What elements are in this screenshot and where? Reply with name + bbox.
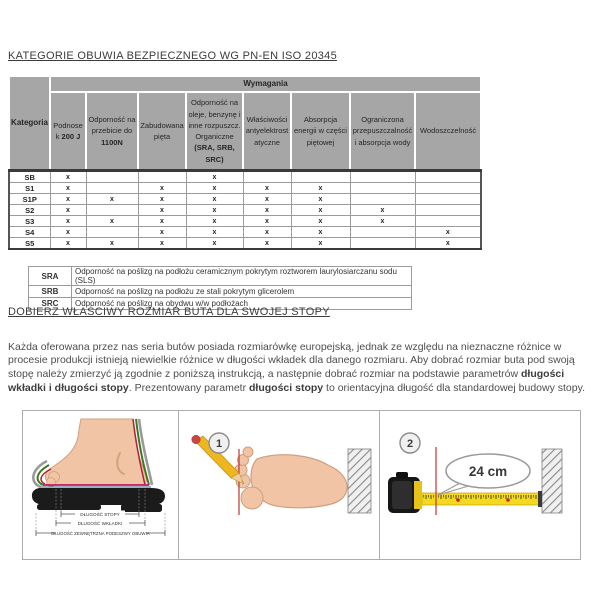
measuring-instruction-illustration bbox=[22, 410, 581, 560]
foot-sole-icon bbox=[251, 455, 347, 508]
column-header-antistatic: Właściwości antyelektrostatyczne bbox=[243, 92, 291, 171]
step-1-badge bbox=[209, 433, 229, 453]
table-cell-mark: x bbox=[186, 183, 243, 194]
sr-description: Odporność na poślizg na obydwu w/w podłożach bbox=[72, 298, 412, 310]
table-cell-mark: x bbox=[86, 238, 138, 250]
table-cell-mark bbox=[350, 194, 415, 205]
table-cell-mark bbox=[86, 227, 138, 238]
label-outsole-length: DŁUGOŚĆ ZEWNĘTRZNA PODESZWY OBUWIA bbox=[51, 531, 150, 536]
row-category: S1 bbox=[9, 183, 50, 194]
table-cell-mark: x bbox=[50, 171, 86, 183]
table-cell-mark: x bbox=[50, 183, 86, 194]
table-cell-mark: x bbox=[243, 227, 291, 238]
table-cell-mark: x bbox=[50, 238, 86, 250]
table-cell-mark: x bbox=[186, 194, 243, 205]
paragraph-text: . Prezentowany parametr bbox=[128, 381, 250, 394]
table-cell-mark: x bbox=[186, 216, 243, 227]
table-cell-mark: x bbox=[186, 205, 243, 216]
sr-code: SRA bbox=[29, 267, 72, 286]
safety-categories-table bbox=[8, 75, 482, 250]
tape-end-hook bbox=[538, 491, 542, 507]
table-cell-mark: x bbox=[186, 227, 243, 238]
table-cell-mark: x bbox=[291, 205, 350, 216]
table-cell-mark: x bbox=[50, 227, 86, 238]
paragraph-bold-insole-foot-length: długości wkładki i długości stopy bbox=[8, 368, 565, 394]
paragraph-text: Każda oferowana przez nas seria butów posiada rozmiarówkę europejską, jednak ze względu na nieznaczne różnice w procesie produkcji istnieją niewielkie różnice w długości wkładek dla danego rozmiaru. Aby dobrać rozmiar buta pod swoją stopę należy zmierzyć ją zgodnie z poniższą instrukcją, a następnie dobrać rozmiar na podstawie parametrów bbox=[8, 340, 575, 381]
table-row-s1 bbox=[9, 183, 481, 194]
tape-case-inner bbox=[392, 481, 412, 509]
sole-heel-tread bbox=[121, 504, 162, 512]
column-header-oil-resistance: Odporność na oleje, benzynę i inne rozpuszcz. Organiczne (SRA, SRB, SRC) bbox=[186, 92, 243, 171]
table-row-s5 bbox=[9, 238, 481, 250]
dimension-insole-length bbox=[56, 519, 145, 527]
sr-description: Odporność na poślizg na podłożu ze stali pokrytym glicerolem bbox=[72, 286, 412, 298]
wall-hatch bbox=[348, 449, 371, 513]
table-cell-mark bbox=[415, 205, 481, 216]
sole-front-tread bbox=[37, 504, 101, 510]
table-cell-mark bbox=[415, 194, 481, 205]
table-row-sb bbox=[9, 171, 481, 183]
tape-red-dot bbox=[456, 498, 460, 502]
table-cell-mark: x bbox=[243, 194, 291, 205]
paragraph-bold-foot-length: długości stopy bbox=[249, 381, 324, 394]
panel-boot-diagram bbox=[23, 411, 178, 559]
table-cell-mark bbox=[350, 238, 415, 250]
step-1-number: 1 bbox=[215, 438, 223, 450]
column-header-toe-cap: Podnosek 200 J bbox=[50, 92, 86, 171]
table-cell-mark: x bbox=[50, 205, 86, 216]
section-title-categories: KATEGORIE OBUWIA BEZPIECZNEGO WG PN-EN ISO 20345 bbox=[8, 50, 337, 62]
sr-row-srb bbox=[29, 286, 412, 298]
table-row-s4 bbox=[9, 227, 481, 238]
row-category: S5 bbox=[9, 238, 50, 250]
table-cell-mark: x bbox=[138, 227, 186, 238]
row-category: S2 bbox=[9, 205, 50, 216]
table-cell-mark: x bbox=[86, 194, 138, 205]
table-cell-mark: x bbox=[243, 238, 291, 250]
row-category: S3 bbox=[9, 216, 50, 227]
sr-code: SRC bbox=[29, 298, 72, 310]
sr-row-sra bbox=[29, 267, 412, 286]
column-header-waterproof: Wodoszczelność bbox=[415, 92, 481, 171]
step-2-number: 2 bbox=[406, 438, 414, 450]
row-category: SB bbox=[9, 171, 50, 183]
table-row-s2 bbox=[9, 205, 481, 216]
table-cell-mark: x bbox=[291, 183, 350, 194]
step1-illustration bbox=[179, 411, 379, 559]
section-title-sizing: DOBIERZ WŁAŚCIWY ROZMIAR BUTA DLA SWOJEJ STOPY bbox=[8, 306, 330, 318]
row-category: S4 bbox=[9, 227, 50, 238]
sr-description: Odporność na poślizg na podłożu ceramicznym pokrytym roztworem laurylosiarczanu sodu (SLS) bbox=[72, 267, 412, 286]
table-cell-mark bbox=[350, 227, 415, 238]
boot-cross-section-illustration bbox=[23, 411, 178, 559]
table-row-s1p bbox=[9, 194, 481, 205]
table-cell-mark: x bbox=[186, 171, 243, 183]
slip-resistance-table bbox=[28, 266, 412, 310]
sr-code: SRB bbox=[29, 286, 72, 298]
paragraph-text: to orientacyjna długość dla standardowej budowy stopy. bbox=[323, 381, 585, 394]
table-cell-mark bbox=[291, 171, 350, 183]
table-cell-mark: x bbox=[138, 238, 186, 250]
table-header-kategoria: Kategoria bbox=[9, 76, 50, 171]
panel-step1-draw-line bbox=[178, 411, 379, 559]
table-cell-mark: x bbox=[291, 194, 350, 205]
table-cell-mark bbox=[86, 171, 138, 183]
row-category: S1P bbox=[9, 194, 50, 205]
table-cell-mark: x bbox=[50, 194, 86, 205]
foot-in-boot-shape bbox=[45, 419, 147, 485]
table-cell-mark: x bbox=[86, 216, 138, 227]
table-cell-mark bbox=[415, 171, 481, 183]
wall-hatch bbox=[542, 449, 562, 513]
tape-red-dot bbox=[506, 498, 510, 502]
table-cell-mark: x bbox=[350, 205, 415, 216]
label-insole-length: DŁUGOŚĆ WKŁADKI bbox=[77, 521, 123, 526]
table-cell-mark: x bbox=[138, 216, 186, 227]
table-cell-mark: x bbox=[291, 216, 350, 227]
step-2-badge bbox=[400, 433, 420, 453]
table-cell-mark: x bbox=[243, 183, 291, 194]
table-cell-mark: x bbox=[50, 216, 86, 227]
column-header-energy-absorption: Absorpcja energii w części piętowej bbox=[291, 92, 350, 171]
step2-illustration bbox=[380, 411, 580, 559]
table-cell-mark bbox=[415, 183, 481, 194]
table-cell-mark bbox=[243, 171, 291, 183]
table-cell-mark: x bbox=[350, 216, 415, 227]
table-cell-mark: x bbox=[243, 205, 291, 216]
table-cell-mark bbox=[350, 183, 415, 194]
table-cell-mark bbox=[86, 183, 138, 194]
column-header-puncture: Odporność na przebicie do 1100N bbox=[86, 92, 138, 171]
table-cell-mark: x bbox=[138, 194, 186, 205]
tape-case-strip bbox=[414, 481, 422, 509]
table-cell-mark bbox=[415, 216, 481, 227]
table-cell-mark bbox=[86, 205, 138, 216]
table-row-s3 bbox=[9, 216, 481, 227]
panel-step2-measure bbox=[379, 411, 580, 559]
table-cell-mark bbox=[138, 171, 186, 183]
table-cell-mark: x bbox=[415, 227, 481, 238]
table-cell-mark: x bbox=[138, 205, 186, 216]
table-cell-mark: x bbox=[186, 238, 243, 250]
table-cell-mark bbox=[350, 171, 415, 183]
speech-bubble bbox=[438, 454, 530, 495]
table-cell-mark: x bbox=[291, 238, 350, 250]
table-cell-mark: x bbox=[243, 216, 291, 227]
label-foot-length: DŁUGOŚĆ STOPY bbox=[80, 512, 120, 517]
table-header-wymagania: Wymagania bbox=[50, 76, 481, 92]
tape-case-clip bbox=[396, 472, 408, 478]
table-cell-mark: x bbox=[138, 183, 186, 194]
column-header-water-penetration: Ograniczona przepuszczalność i absorpcja wody bbox=[350, 92, 415, 171]
table-cell-mark: x bbox=[415, 238, 481, 250]
table-cell-mark: x bbox=[291, 227, 350, 238]
dimension-outsole-length bbox=[36, 530, 165, 537]
measurement-value: 24 cm bbox=[468, 464, 508, 479]
sizing-paragraph bbox=[8, 341, 593, 396]
column-header-heel: Zabudowana pięta bbox=[138, 92, 186, 171]
